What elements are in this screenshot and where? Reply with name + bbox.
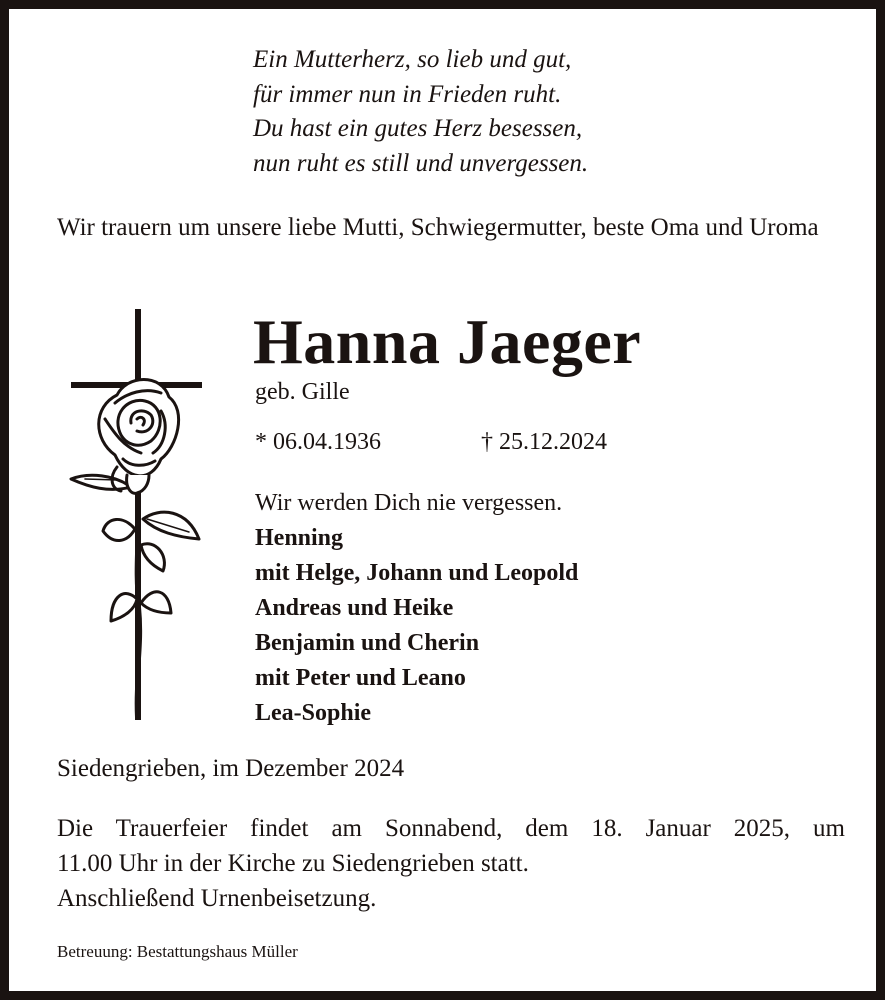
place-date: Siedengrieben, im Dezember 2024 bbox=[57, 755, 405, 782]
family-member: Lea-Sophie bbox=[255, 700, 372, 726]
family-member: Benjamin und Cherin bbox=[255, 630, 480, 656]
family-member: mit Helge, Johann und Leopold bbox=[255, 560, 579, 586]
family-member: mit Peter und Leano bbox=[255, 665, 466, 691]
funeral-home: Betreuung: Bestattungshaus Müller bbox=[57, 942, 298, 961]
death-date: † 25.12.2024 bbox=[481, 429, 607, 455]
poem-line: Ein Mutterherz, so lieb und gut, bbox=[253, 46, 572, 73]
poem-line: für immer nun in Frieden ruht. bbox=[253, 80, 562, 108]
deceased-name: Hanna Jaeger bbox=[253, 306, 642, 377]
birth-date: * 06.04.1936 bbox=[255, 429, 381, 455]
poem-line: nun ruht es still und unvergessen. bbox=[253, 149, 589, 177]
family-member: Henning bbox=[255, 525, 344, 551]
family-block bbox=[255, 486, 578, 731]
service-line: 11.00 Uhr in der Kirche zu Siedengrieben statt. bbox=[57, 850, 529, 877]
intro-text: Wir trauern um unsere liebe Mutti, Schwiegermutter, beste Oma und Uroma bbox=[57, 214, 819, 241]
poem-line: Du hast ein gutes Herz besessen, bbox=[253, 115, 583, 142]
family-member: Andreas und Heike bbox=[255, 595, 454, 621]
cross-icon bbox=[65, 307, 215, 722]
service-info bbox=[57, 811, 845, 916]
service-line: Die Trauerfeier findet am Sonnabend, dem 18. Januar 2025, um bbox=[57, 815, 845, 842]
family-message: Wir werden Dich nie vergessen. bbox=[255, 490, 563, 516]
poem bbox=[253, 43, 853, 181]
maiden-name: geb. Gille bbox=[255, 379, 350, 405]
service-line: Anschließend Urnenbeisetzung. bbox=[57, 885, 377, 912]
